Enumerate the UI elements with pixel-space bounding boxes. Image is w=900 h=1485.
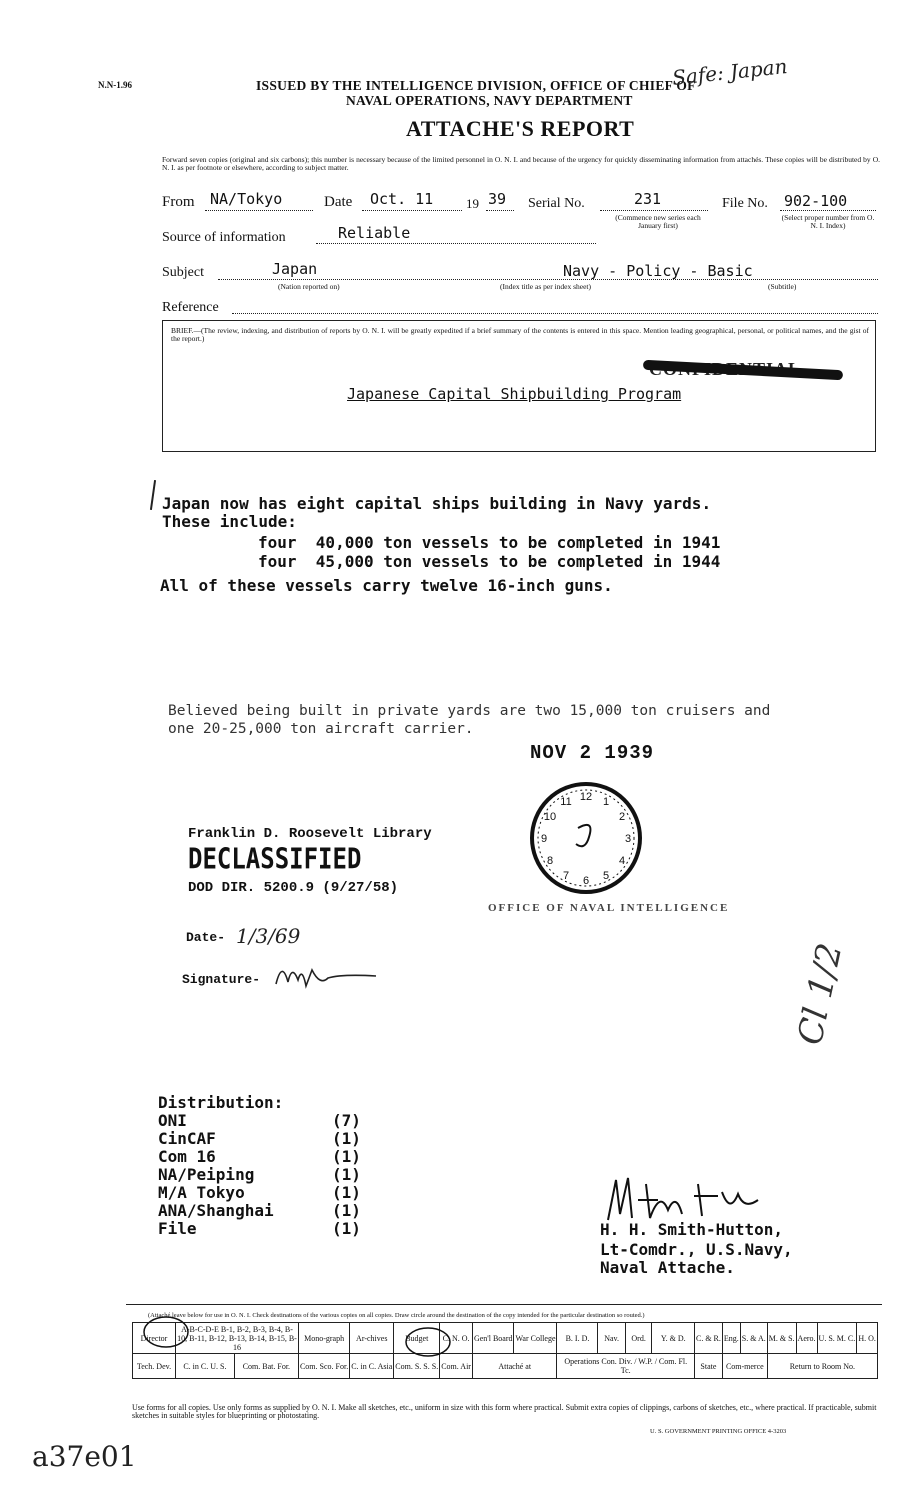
date-label: Date: [324, 194, 353, 210]
distribution-heading: Distribution:: [158, 1093, 284, 1112]
routing-cell: Return to Room No.: [767, 1354, 877, 1379]
distribution-item: File (1): [158, 1219, 361, 1238]
file-value: 902-100: [784, 192, 848, 210]
routing-cell: War College: [514, 1323, 557, 1354]
subject-label: Subject: [162, 265, 204, 280]
distribution-item: CinCAF (1): [158, 1129, 361, 1148]
subject-index-note: (Index title as per index sheet): [500, 282, 592, 291]
serial-value: 231: [634, 190, 662, 208]
routing-cell: Gen'l Board: [472, 1323, 514, 1354]
routing-cell: C. in C. Asia: [350, 1354, 394, 1379]
declass-signature-scribble: [272, 956, 382, 992]
routing-cell: Y. & D.: [652, 1323, 695, 1354]
routing-divider: [126, 1304, 882, 1305]
document-id: a37e01: [32, 1440, 137, 1473]
from-label: From: [162, 194, 195, 210]
body-line-1: Japan now has eight capital ships building in Navy yards.: [162, 494, 712, 513]
svg-text:2: 2: [618, 811, 626, 823]
routing-cell: Director: [133, 1323, 176, 1354]
distribution-item: ANA/Shanghai (1): [158, 1201, 361, 1220]
routing-cell: Com. Sco. For.: [298, 1354, 349, 1379]
subject-nation-note: (Nation reported on): [278, 282, 340, 291]
year-prefix: 19: [466, 196, 479, 211]
body-para2-line-2: one 20-25,000 ton aircraft carrier.: [168, 721, 474, 737]
routing-cell: Nav.: [598, 1323, 625, 1354]
routing-cell: B. I. D.: [557, 1323, 598, 1354]
received-office-stamp: OFFICE OF NAVAL INTELLIGENCE: [488, 902, 730, 914]
from-value: NA/Tokyo: [210, 190, 283, 208]
source-label: Source of information: [162, 230, 286, 245]
svg-text:6: 6: [582, 875, 590, 887]
margin-mark: [150, 480, 156, 510]
reference-label: Reference: [162, 300, 219, 315]
routing-cell: A-B-C-D-E B-1, B-2, B-3, B-4, B-10, B-11, B-12, B-13, B-14, B-15, B-16: [177, 1324, 297, 1352]
file-note: (Select proper number from O. N. I. Index): [781, 213, 875, 230]
routing-cell: C. in C. U. S.: [176, 1354, 235, 1379]
body-line-2: These include:: [162, 512, 297, 531]
routing-cell: Com. Air: [440, 1354, 473, 1379]
routing-footer: Use forms for all copies. Use only forms as supplied by O. N. I. Make all sketches, etc., uniform in size with this form where practical. Submit extra copies of clippings, carbons of sketches, etc., where practical. If practicable, submit sketches in suitable styles for blueprinting or photostating.: [132, 1403, 877, 1420]
margin-handwriting: Cl 1/2: [790, 939, 851, 1049]
svg-text:10: 10: [543, 811, 557, 823]
issuer-line-2: NAVAL OPERATIONS, NAVY DEPARTMENT: [346, 93, 633, 108]
declass-date-label: Date-: [186, 930, 226, 945]
routing-cell: Com. S. S. S.: [394, 1354, 440, 1379]
date-value: Oct. 11: [370, 190, 434, 208]
attache-rank: Lt-Comdr., U.S.Navy,: [600, 1240, 793, 1259]
svg-text:8: 8: [546, 855, 554, 867]
clock-stamp-icon: [526, 778, 646, 898]
routing-cell: C. & R.: [694, 1323, 722, 1354]
body-line-5: All of these vessels carry twelve 16-inch guns.: [160, 576, 613, 595]
handwritten-note: Safe: Japan: [671, 54, 789, 90]
received-date-stamp: NOV 2 1939: [530, 742, 655, 764]
body-line-4: four 45,000 ton vessels to be completed in 1944: [258, 552, 721, 571]
report-title: ATTACHE'S REPORT: [406, 116, 635, 141]
routing-cell: Aero.: [796, 1323, 817, 1354]
distribution-list: [158, 1111, 378, 1237]
routing-cell: U. S. M. C.: [817, 1323, 857, 1354]
brief-box: [162, 320, 876, 452]
routing-instructions: (Attaché leave below for use in O. N. I. Check destinations of the various copies on all copies. Draw circle around the destination of the copy intended for the particular destination so routed.): [148, 1312, 645, 1319]
routing-cell: M. & S.: [767, 1323, 796, 1354]
svg-text:11: 11: [560, 796, 572, 808]
routing-cell: H. O.: [857, 1323, 878, 1354]
issuer-line-1: ISSUED BY THE INTELLIGENCE DIVISION, OFFICE OF CHIEF OF: [256, 78, 696, 93]
forwarding-instructions: Forward seven copies (original and six carbons); this number is necessary because of the limited personnel in O. N. I. and because of the urgency for quickly disseminating information from attachés. These copies will be distributed by O. N. I. as per footnote or elsewhere, according to subject matter.: [162, 155, 880, 172]
subject-subtitle-note: (Subtitle): [768, 282, 797, 291]
routing-cell: C. N. O.: [440, 1323, 473, 1354]
routing-cell: Mono-graph: [298, 1323, 349, 1354]
distribution-item: NA/Peiping (1): [158, 1165, 361, 1184]
svg-text:9: 9: [540, 833, 548, 845]
routing-cell: Attaché at: [472, 1354, 557, 1379]
routing-cell: Ord.: [625, 1323, 652, 1354]
routing-circle-mark: [140, 1312, 200, 1352]
svg-text:4: 4: [618, 855, 626, 867]
body-para2-line-1: Believed being built in private yards are two 15,000 ton cruisers and: [168, 703, 771, 719]
routing-cell: Com-merce: [722, 1354, 767, 1379]
declassification-authority: DOD DIR. 5200.9 (9/27/58): [188, 880, 399, 896]
routing-cell: Tech. Dev.: [133, 1354, 176, 1379]
declass-signature-label: Signature-: [182, 972, 261, 987]
library-name: Franklin D. Roosevelt Library: [188, 826, 432, 842]
subject-nation: Japan: [272, 260, 318, 278]
routing-cell: Operations Con. Div. / W.P. / Com. Fl. Tc.: [557, 1354, 695, 1379]
serial-label: Serial No.: [528, 196, 585, 211]
form-number: N.N-1.96: [98, 80, 132, 90]
svg-text:12: 12: [579, 791, 593, 803]
routing-cell: State: [694, 1354, 722, 1379]
year-value: 39: [488, 190, 507, 208]
declassified-stamp: DECLASSIFIED: [188, 842, 362, 876]
distribution-item: ONI (7): [158, 1111, 361, 1130]
distribution-item: Com 16 (1): [158, 1147, 361, 1166]
brief-instructions: BRIEF.—(The review, indexing, and distribution of reports by O. N. I. will be greatly expedited if a brief summary of the contents is entered in this space. Mention leading geographical, personal, or political names, and the gist of the report.): [171, 326, 869, 343]
routing-circle-mark: [400, 1320, 460, 1360]
routing-table: [132, 1322, 878, 1379]
body-line-3: four 40,000 ton vessels to be completed in 1941: [258, 533, 721, 552]
subject-index: Navy - Policy - Basic: [563, 262, 753, 280]
routing-cell: Eng.: [722, 1323, 740, 1354]
svg-text:5: 5: [602, 870, 610, 882]
source-value: Reliable: [338, 224, 411, 242]
svg-text:7: 7: [562, 870, 570, 882]
routing-cell: Budget: [394, 1323, 440, 1354]
routing-cell: Ar-chives: [350, 1323, 394, 1354]
attache-title: Naval Attache.: [600, 1258, 735, 1277]
declass-date-value: 1/3/69: [236, 924, 301, 948]
file-label: File No.: [722, 196, 768, 211]
brief-summary: Japanese Capital Shipbuilding Program: [347, 385, 682, 403]
attache-signature: [598, 1170, 778, 1226]
svg-text:1: 1: [602, 796, 610, 808]
distribution-item: M/A Tokyo (1): [158, 1183, 361, 1202]
routing-cell: Com. Bat. For.: [234, 1354, 298, 1379]
attache-name: H. H. Smith-Hutton,: [600, 1220, 784, 1239]
svg-text:3: 3: [624, 833, 632, 845]
routing-cell: S. & A.: [740, 1323, 767, 1354]
printer-imprint: U. S. GOVERNMENT PRINTING OFFICE 4-3203: [650, 1428, 787, 1435]
serial-note: (Commence new series each January first): [615, 213, 701, 230]
